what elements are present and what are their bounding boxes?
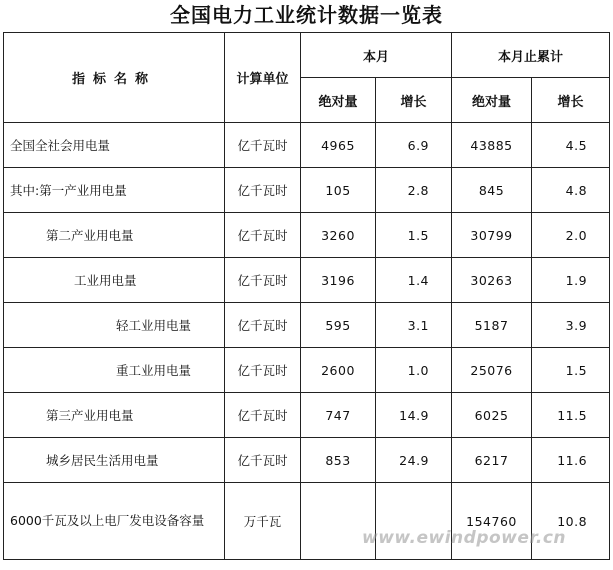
row-name: 第二产业用电量 [4, 213, 225, 258]
row-month-absolute [301, 483, 376, 560]
row-unit: 亿千瓦时 [225, 123, 301, 168]
watermark: www.ewindpower.cn [362, 528, 566, 548]
row-month-growth: 1.0 [376, 348, 452, 393]
row-month-absolute: 3260 [301, 213, 376, 258]
row-unit: 亿千瓦时 [225, 168, 301, 213]
row-month-absolute: 2600 [301, 348, 376, 393]
row-month-absolute: 3196 [301, 258, 376, 303]
table-row [4, 123, 610, 168]
header-cum-growth: 增长 [532, 78, 610, 123]
row-month-absolute: 747 [301, 393, 376, 438]
header-this-month: 本月 [301, 33, 452, 78]
row-cum-growth: 4.8 [532, 168, 610, 213]
row-month-absolute: 853 [301, 438, 376, 483]
row-name: 全国全社会用电量 [4, 123, 225, 168]
header-row-top [4, 33, 610, 78]
header-unit: 计算单位 [225, 33, 301, 123]
row-month-absolute: 105 [301, 168, 376, 213]
row-cum-absolute: 43885 [452, 123, 532, 168]
row-month-growth: 6.9 [376, 123, 452, 168]
row-cum-absolute: 30799 [452, 213, 532, 258]
row-month-growth: 3.1 [376, 303, 452, 348]
row-name: 第三产业用电量 [4, 393, 225, 438]
header-month-growth: 增长 [376, 78, 452, 123]
row-cum-absolute: 25076 [452, 348, 532, 393]
row-name: 轻工业用电量 [4, 303, 225, 348]
row-name: 6000千瓦及以上电厂发电设备容量 [4, 483, 225, 560]
row-month-growth: 24.9 [376, 438, 452, 483]
table-row [4, 213, 610, 258]
table-row [4, 348, 610, 393]
header-month-absolute: 绝对量 [301, 78, 376, 123]
row-month-growth: 2.8 [376, 168, 452, 213]
row-cum-absolute: 5187 [452, 303, 532, 348]
row-name: 工业用电量 [4, 258, 225, 303]
row-cum-growth: 11.5 [532, 393, 610, 438]
row-cum-absolute: 6217 [452, 438, 532, 483]
table-row [4, 303, 610, 348]
table-row [4, 168, 610, 213]
table-row [4, 393, 610, 438]
table-row [4, 258, 610, 303]
row-cum-growth: 4.5 [532, 123, 610, 168]
table-row [4, 438, 610, 483]
header-indicator: 指标名称 [4, 33, 225, 123]
row-unit: 亿千瓦时 [225, 393, 301, 438]
row-name: 重工业用电量 [4, 348, 225, 393]
row-cum-growth: 10.8 [532, 483, 610, 560]
row-name: 城乡居民生活用电量 [4, 438, 225, 483]
row-cum-growth: 3.9 [532, 303, 610, 348]
row-name: 其中:第一产业用电量 [4, 168, 225, 213]
table-row [4, 483, 610, 560]
row-unit: 亿千瓦时 [225, 303, 301, 348]
row-cum-absolute: 845 [452, 168, 532, 213]
row-unit: 亿千瓦时 [225, 348, 301, 393]
row-month-growth: 14.9 [376, 393, 452, 438]
header-cum-absolute: 绝对量 [452, 78, 532, 123]
row-unit: 万千瓦 [225, 483, 301, 560]
header-cumulative: 本月止累计 [452, 33, 610, 78]
row-unit: 亿千瓦时 [225, 213, 301, 258]
row-month-growth: 1.5 [376, 213, 452, 258]
row-month-growth: 1.4 [376, 258, 452, 303]
row-cum-growth: 2.0 [532, 213, 610, 258]
row-cum-growth: 1.9 [532, 258, 610, 303]
row-month-absolute: 595 [301, 303, 376, 348]
row-cum-absolute: 154760 [452, 483, 532, 560]
row-cum-growth: 11.6 [532, 438, 610, 483]
row-cum-absolute: 6025 [452, 393, 532, 438]
row-month-growth [376, 483, 452, 560]
page-title: 全国电力工业统计数据一览表 [170, 3, 443, 27]
row-month-absolute: 4965 [301, 123, 376, 168]
statistics-table [3, 32, 610, 560]
row-cum-growth: 1.5 [532, 348, 610, 393]
row-unit: 亿千瓦时 [225, 258, 301, 303]
row-unit: 亿千瓦时 [225, 438, 301, 483]
row-cum-absolute: 30263 [452, 258, 532, 303]
